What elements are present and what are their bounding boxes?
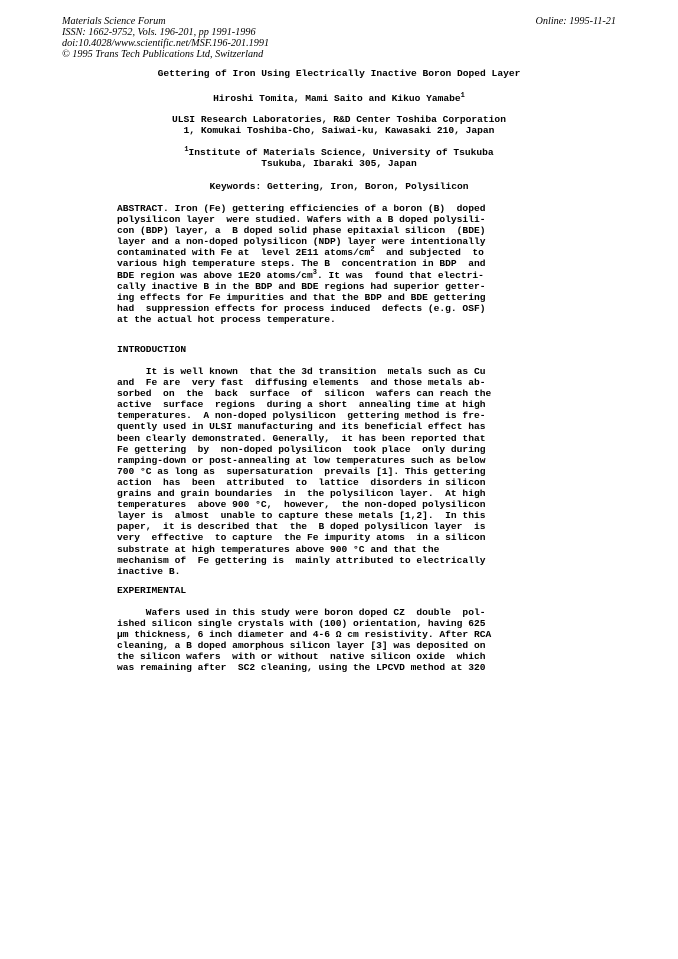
intro-line: very effective to capture the Fe impurity atoms in a silicon [117, 532, 486, 544]
intro-line: temperatures above 900 °C, however, the non-doped polysilicon [117, 499, 486, 511]
doi-link[interactable]: doi:10.4028/www.scientific.net/MSF.196-201.1991 [62, 38, 270, 49]
intro-line: substrate at high temperatures above 900 °C and that the [117, 543, 440, 555]
intro-line: quently used in ULSI manufacturing and its beneficial effect has [117, 421, 486, 433]
abstract-paragraph [117, 203, 541, 325]
affiliation-1-line-2: 1, Komukai Toshiba-Cho, Saiwai-ku, Kawasaki 210, Japan [183, 125, 495, 136]
experimental-line: ished silicon single crystals with (100) orientation, having 625 [117, 618, 486, 630]
introduction-heading: INTRODUCTION [117, 344, 187, 355]
intro-line: ramping-down or post-annealing at low temperatures such as below [117, 454, 486, 466]
intro-line: inactive B. [117, 565, 181, 577]
abstract-line: con (BDP) layer, a B doped solid phase epitaxial silicon (BDE) [117, 225, 486, 237]
experimental-line: Wafers used in this study were boron doped CZ double pol- [117, 607, 486, 618]
online-date: Online: 1995-11-21 [535, 16, 616, 27]
issn-line: ISSN: 1662-9752, Vols. 196-201, pp 1991-1996 [62, 27, 256, 38]
superscript: 2 [370, 246, 375, 255]
running-header [62, 16, 269, 60]
affiliation-2-line-1 [0, 147, 678, 158]
experimental-heading: EXPERIMENTAL [117, 585, 187, 596]
experimental-line: µm thickness, 6 inch diameter and 4-6 Ω cm resistivity. After RCA [117, 629, 492, 641]
intro-line: been clearly demonstrated. Generally, it has been reported that [117, 432, 486, 444]
journal-name: Materials Science Forum [62, 16, 166, 27]
intro-line: mechanism of Fe gettering is mainly attributed to electrically [117, 554, 486, 566]
experimental-paragraph [117, 607, 541, 674]
author-affil-marker: 1 [460, 92, 465, 100]
intro-line: action has been attributed to lattice disorders in silicon [117, 476, 486, 488]
authors-text: Hiroshi Tomita, Mami Saito and Kikuo Yamabe [213, 93, 461, 104]
intro-line: Fe gettering by non-doped polysilicon took place only during [117, 443, 486, 455]
intro-line: active surface regions during a short annealing time at high [117, 399, 486, 411]
abstract-line: polysilicon layer were studied. Wafers with a B doped polysili- [117, 214, 486, 226]
abstract-line: various high temperature steps. The B concentration in BDP and [117, 258, 486, 270]
abstract-line: at the actual hot process temperature. [117, 313, 336, 325]
affil-2-marker: 1 [184, 146, 189, 154]
intro-line: sorbed on the back surface of silicon wafers can reach the [117, 388, 492, 400]
abstract-line: ing effects for Fe impurities and that the BDP and BDE gettering [117, 291, 486, 303]
abstract-line: ABSTRACT. Iron (Fe) gettering efficiencies of a boron (B) doped [117, 203, 486, 214]
intro-line: paper, it is described that the B doped polysilicon layer is [117, 521, 486, 533]
intro-line: It is well known that the 3d transition metals such as Cu [117, 366, 486, 377]
intro-line: temperatures. A non-doped polysilicon gettering method is fre- [117, 410, 486, 422]
abstract-line: had suppression effects for process induced defects (e.g. OSF) [117, 302, 486, 314]
author-list [0, 93, 678, 104]
abstract-line: contaminated with Fe at level 2E11 atoms/$cm^2$ and subjected to [117, 246, 484, 259]
abstract-line: BDE region was above 1E20 atoms/$cm^3$. It was found that electri- [117, 268, 484, 281]
intro-line: and Fe are very fast diffusing elements and those metals ab- [117, 377, 486, 389]
copyright-line: © 1995 Trans Tech Publications Ltd, Switzerland [62, 49, 264, 60]
experimental-line: was remaining after SC2 cleaning, using the LPCVD method at 320 [117, 662, 486, 674]
abstract-line: cally inactive B in the BDP and BDE regions had superior getter- [117, 280, 486, 292]
experimental-line: cleaning, a B doped amorphous silicon layer [3] was deposited on [117, 640, 486, 652]
abstract-line: layer and a non-doped polysilicon (NDP) layer were intentionally [117, 236, 486, 248]
introduction-paragraph [117, 366, 541, 577]
intro-line: grains and grain boundaries in the polysilicon layer. At high [117, 488, 486, 500]
experimental-line: the silicon wafers with or without native silicon oxide which [117, 651, 486, 663]
paper-title: Gettering of Iron Using Electrically Inactive Boron Doped Layer [157, 68, 521, 79]
affiliation-1-line-1: ULSI Research Laboratories, R&D Center Toshiba Corporation [172, 114, 506, 125]
affiliation-2-line-2: Tsukuba, Ibaraki 305, Japan [261, 158, 417, 169]
superscript: 3 [312, 268, 317, 277]
intro-line: layer is almost unable to capture these metals [1,2]. In this [117, 510, 486, 522]
affil-2-text: Institute of Materials Science, University of Tsukuba [188, 147, 494, 158]
intro-line: 700 °C as long as supersaturation prevails [1]. This gettering [117, 465, 486, 477]
keywords-line: Keywords: Gettering, Iron, Boron, Polysilicon [209, 181, 469, 192]
